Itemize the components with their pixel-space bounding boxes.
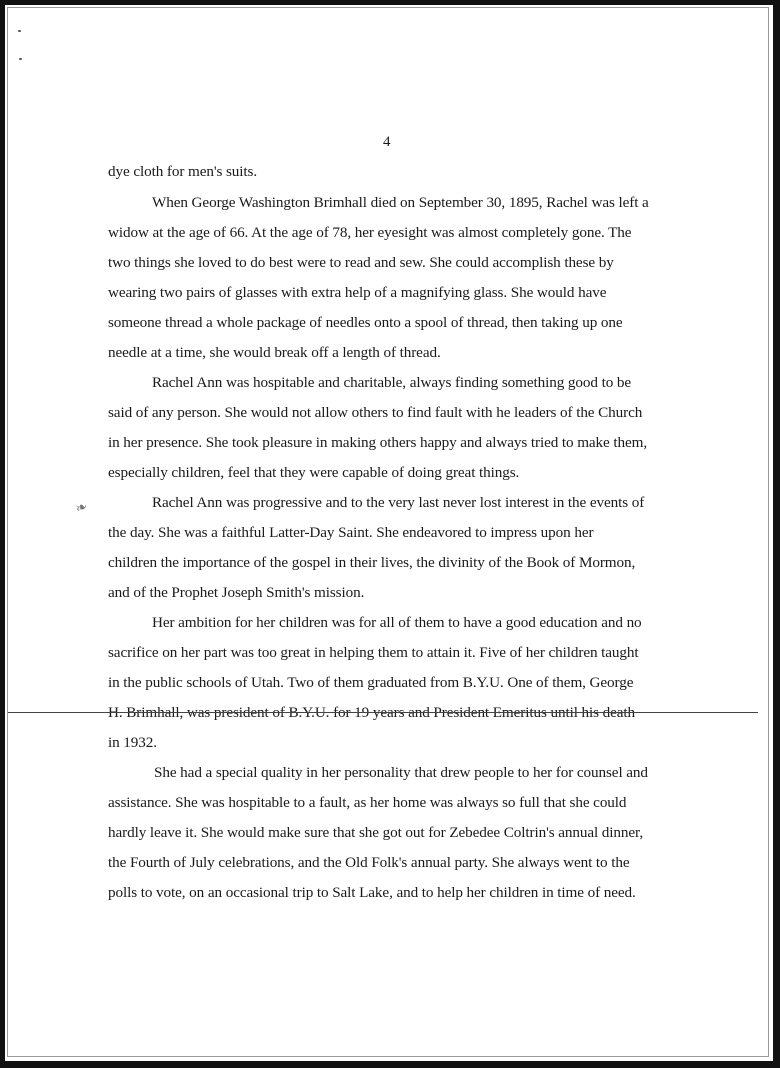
text-line: wearing two pairs of glasses with extra help of a magnifying glass. She would have [108, 284, 607, 301]
text-line: the Fourth of July celebrations, and the Old Folk's annual party. She always went to the [108, 854, 630, 871]
text-line: in the public schools of Utah. Two of them graduated from B.Y.U. One of them, George [108, 674, 634, 691]
page-number: 4 [383, 134, 391, 150]
text-line: children the importance of the gospel in their lives, the divinity of the Book of Mormon, [108, 554, 636, 571]
text-line: H. Brimhall, was president of B.Y.U. for 19 years and President Emeritus until his death [108, 704, 636, 721]
scan-speck [19, 58, 22, 60]
text-line: Rachel Ann was hospitable and charitable, always finding something good to be [152, 374, 632, 391]
text-line: in 1932. [108, 734, 157, 751]
text-line: and of the Prophet Joseph Smith's mission. [108, 584, 365, 601]
text-line: someone thread a whole package of needles onto a spool of thread, then taking up one [108, 314, 623, 331]
scan-speck [18, 30, 21, 32]
text-line: Rachel Ann was progressive and to the very last never lost interest in the events of [152, 494, 645, 511]
text-line: said of any person. She would not allow others to find fault with he leaders of the Church [108, 404, 643, 421]
text-line: two things she loved to do best were to read and sew. She could accomplish these by [108, 254, 614, 271]
handwritten-margin-mark: ❧ [73, 499, 90, 518]
text-line: hardly leave it. She would make sure that she got out for Zebedee Coltrin's annual dinner, [108, 824, 644, 841]
text-line: She had a special quality in her personality that drew people to her for counsel and [154, 764, 648, 781]
text-line: the day. She was a faithful Latter-Day Saint. She endeavored to impress upon her [108, 524, 594, 541]
text-line: in her presence. She took pleasure in making others happy and always tried to make them, [108, 434, 648, 451]
text-line: Her ambition for her children was for all of them to have a good education and no [152, 614, 642, 631]
scan-artifact-line [8, 712, 758, 713]
text-line: dye cloth for men's suits. [108, 163, 258, 180]
text-line: polls to vote, on an occasional trip to Salt Lake, and to help her children in time of need. [108, 884, 636, 901]
text-line: widow at the age of 66. At the age of 78, her eyesight was almost completely gone. The [108, 224, 632, 241]
text-line: When George Washington Brimhall died on September 30, 1895, Rachel was left a [152, 194, 649, 211]
text-line: assistance. She was hospitable to a fault, as her home was always so full that she could [108, 794, 627, 811]
text-line: especially children, feel that they were capable of doing great things. [108, 464, 520, 481]
text-line: needle at a time, she would break off a length of thread. [108, 344, 441, 361]
text-line: sacrifice on her part was too great in helping them to attain it. Five of her children taught [108, 644, 639, 661]
